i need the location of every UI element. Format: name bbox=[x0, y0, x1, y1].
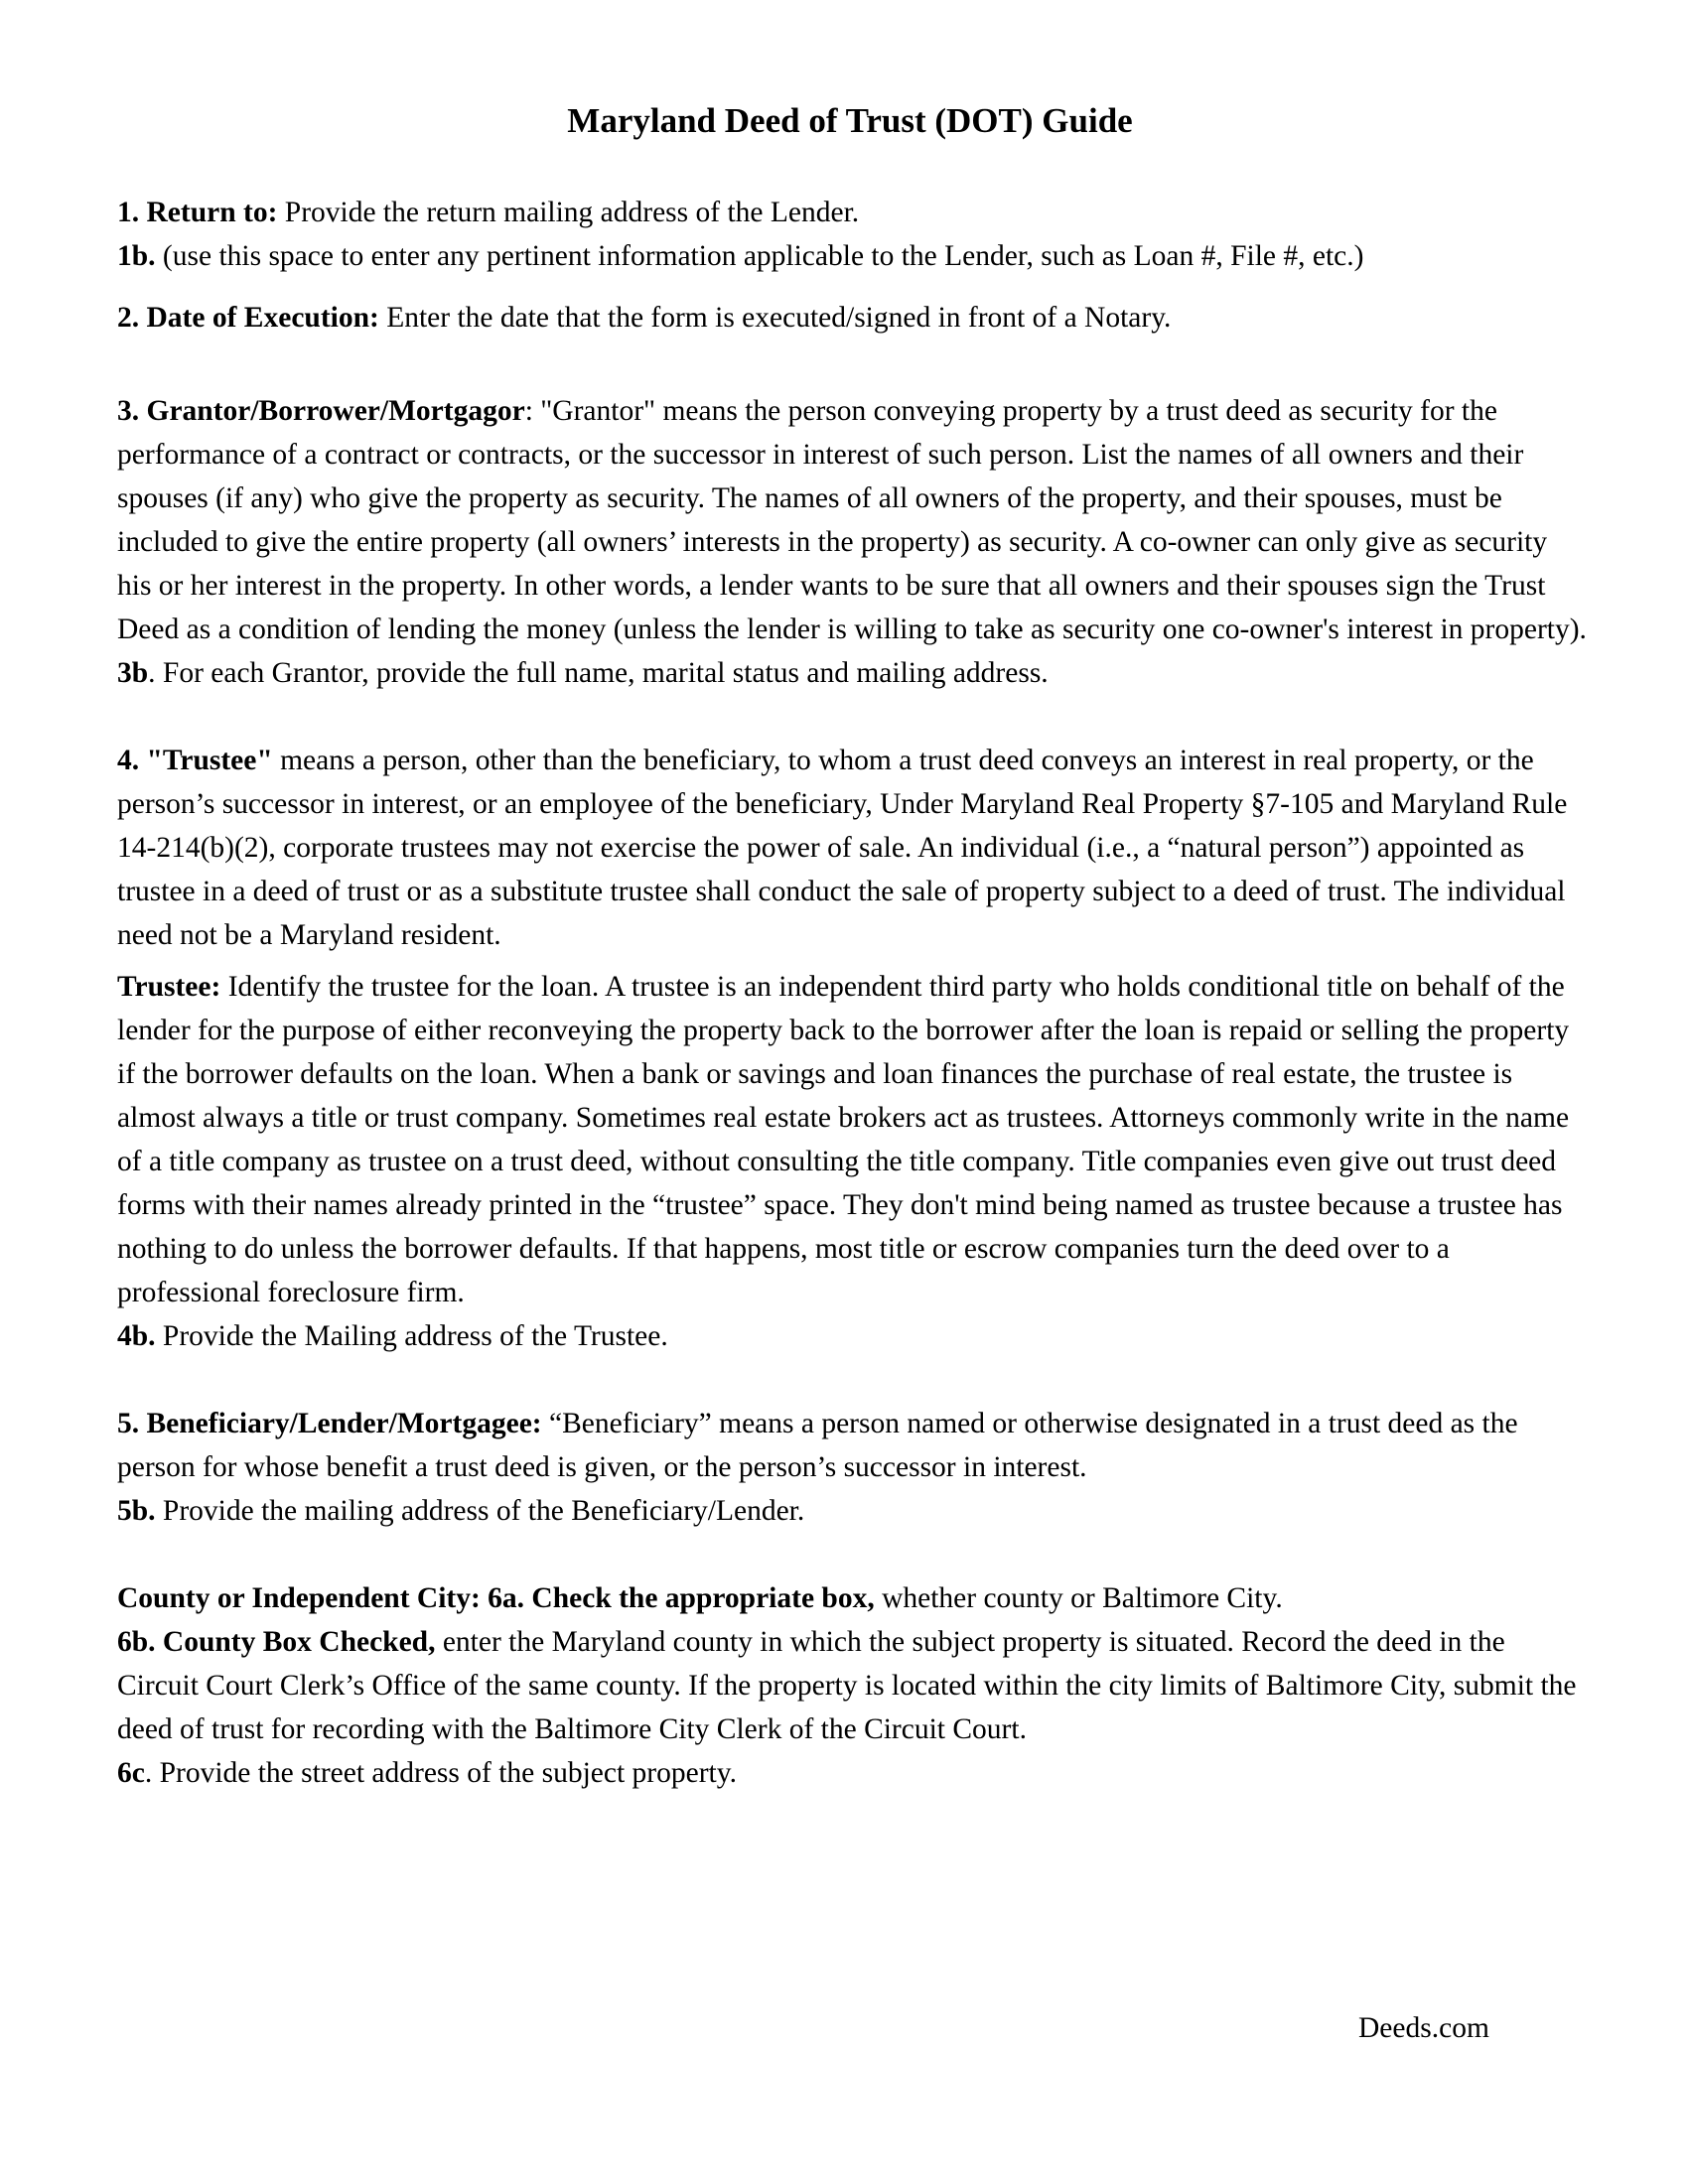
section-3-text: : "Grantor" means the person conveying property by a trust deed as security for the performance of a contract or contracts, or the successor in interest of such person. List the names of all owners and their spouses (if any) who give the property as security. The names of all owners of the property, and their spouses, must be included to give the entire property (all owners’ interests in the property) as security. A co-owner can only give as security his or her interest in the property. In other words, a lender wants to be sure that all owners and their spouses sign the Trust Deed as a condition of lending the money (unless the lender is willing to take as security one co-owner's interest in property). bbox=[117, 395, 1587, 645]
section-5-text: “Beneficiary” means a person named or otherwise designated in a trust deed as the person for whose benefit a trust deed is given, or the person’s successor in interest. bbox=[117, 1408, 1518, 1483]
section-4-trustee-definition bbox=[117, 739, 1587, 957]
section-1-return-to bbox=[117, 191, 1587, 234]
section-1-label: 1. Return to: bbox=[117, 197, 278, 228]
section-5b-label: 5b. bbox=[117, 1495, 156, 1527]
section-5-beneficiary bbox=[117, 1402, 1587, 1489]
section-1-text: Provide the return mailing address of the Lender. bbox=[277, 197, 860, 228]
section-4b-text: Provide the Mailing address of the Trustee. bbox=[155, 1320, 668, 1352]
section-3b bbox=[117, 651, 1587, 695]
section-6b-label: 6b. County Box Checked, bbox=[117, 1626, 436, 1658]
section-3b-label: 3b bbox=[117, 657, 149, 689]
section-5b bbox=[117, 1489, 1587, 1533]
section-6a-county-or-city bbox=[117, 1576, 1587, 1620]
footer-brand: Deeds.com bbox=[1358, 2012, 1489, 2044]
section-3-grantor bbox=[117, 389, 1587, 651]
section-1b-label: 1b. bbox=[117, 240, 156, 272]
section-4-trustee-identify bbox=[117, 965, 1587, 1314]
section-3b-text: . For each Grantor, provide the full name, marital status and mailing address. bbox=[148, 657, 1049, 689]
section-4b-label: 4b. bbox=[117, 1320, 156, 1352]
section-5-label: 5. Beneficiary/Lender/Mortgagee: bbox=[117, 1408, 542, 1439]
section-6b bbox=[117, 1620, 1587, 1751]
trustee-label: Trustee: bbox=[117, 971, 221, 1003]
section-6c-label: 6c bbox=[117, 1757, 145, 1789]
section-4-label: 4. "Trustee" bbox=[117, 745, 273, 776]
page-title: Maryland Deed of Trust (DOT) Guide bbox=[567, 101, 1133, 140]
section-6c-text: . Provide the street address of the subject property. bbox=[144, 1757, 737, 1789]
section-1b bbox=[117, 234, 1587, 278]
section-4-text: means a person, other than the beneficiary, to whom a trust deed conveys an interest in real property, or the person’s successor in interest, or an employee of the beneficiary, Under Maryland Real Property §7-105 and Maryland Rule 14-214(b)(2), corporate trustees may not exercise the power of sale. An individual (i.e., a “natural person”) appointed as trustee in a deed of trust or as a substitute trustee shall conduct the sale of property subject to a deed of trust. The individual need not be a Maryland resident. bbox=[117, 745, 1568, 951]
section-5b-text: Provide the mailing address of the Beneficiary/Lender. bbox=[155, 1495, 805, 1527]
section-2-text: Enter the date that the form is executed/signed in front of a Notary. bbox=[378, 302, 1172, 334]
section-3-label: 3. Grantor/Borrower/Mortgagor bbox=[117, 395, 525, 427]
section-2-date-of-execution bbox=[117, 296, 1587, 340]
section-6a-text: whether county or Baltimore City. bbox=[874, 1582, 1283, 1614]
document-body bbox=[117, 99, 1587, 1795]
section-1b-text: (use this space to enter any pertinent information applicable to the Lender, such as Loan #, File #, etc.) bbox=[155, 240, 1364, 272]
trustee-text: Identify the trustee for the loan. A trustee is an independent third party who holds conditional title on behalf of the lender for the purpose of either reconveying the property back to the borrower after the loan is repaid or selling the property if the borrower defaults on the loan. When a bank or savings and loan finances the purchase of real estate, the trustee is almost always a title or trust company. Sometimes real estate brokers act as trustees. Attorneys commonly write in the name of a title company as trustee on a trust deed, without consulting the title company. Title companies even give out trust deed forms with their names already printed in the “trustee” space. They don't mind being named as trustee because a trustee has nothing to do unless the borrower defaults. If that happens, most title or escrow companies turn the deed over to a professional foreclosure firm. bbox=[117, 971, 1570, 1308]
section-4b bbox=[117, 1314, 1587, 1358]
section-6a-label: County or Independent City: 6a. Check the appropriate box, bbox=[117, 1582, 875, 1614]
section-2-label: 2. Date of Execution: bbox=[117, 302, 379, 334]
section-6c bbox=[117, 1751, 1587, 1795]
section-6b-text: enter the Maryland county in which the subject property is situated. Record the deed in the Circuit Court Clerk’s Office of the same county. If the property is located within the city limits of Baltimore City, submit the deed of trust for recording with the Baltimore City Clerk of the Circuit Court. bbox=[117, 1626, 1577, 1745]
